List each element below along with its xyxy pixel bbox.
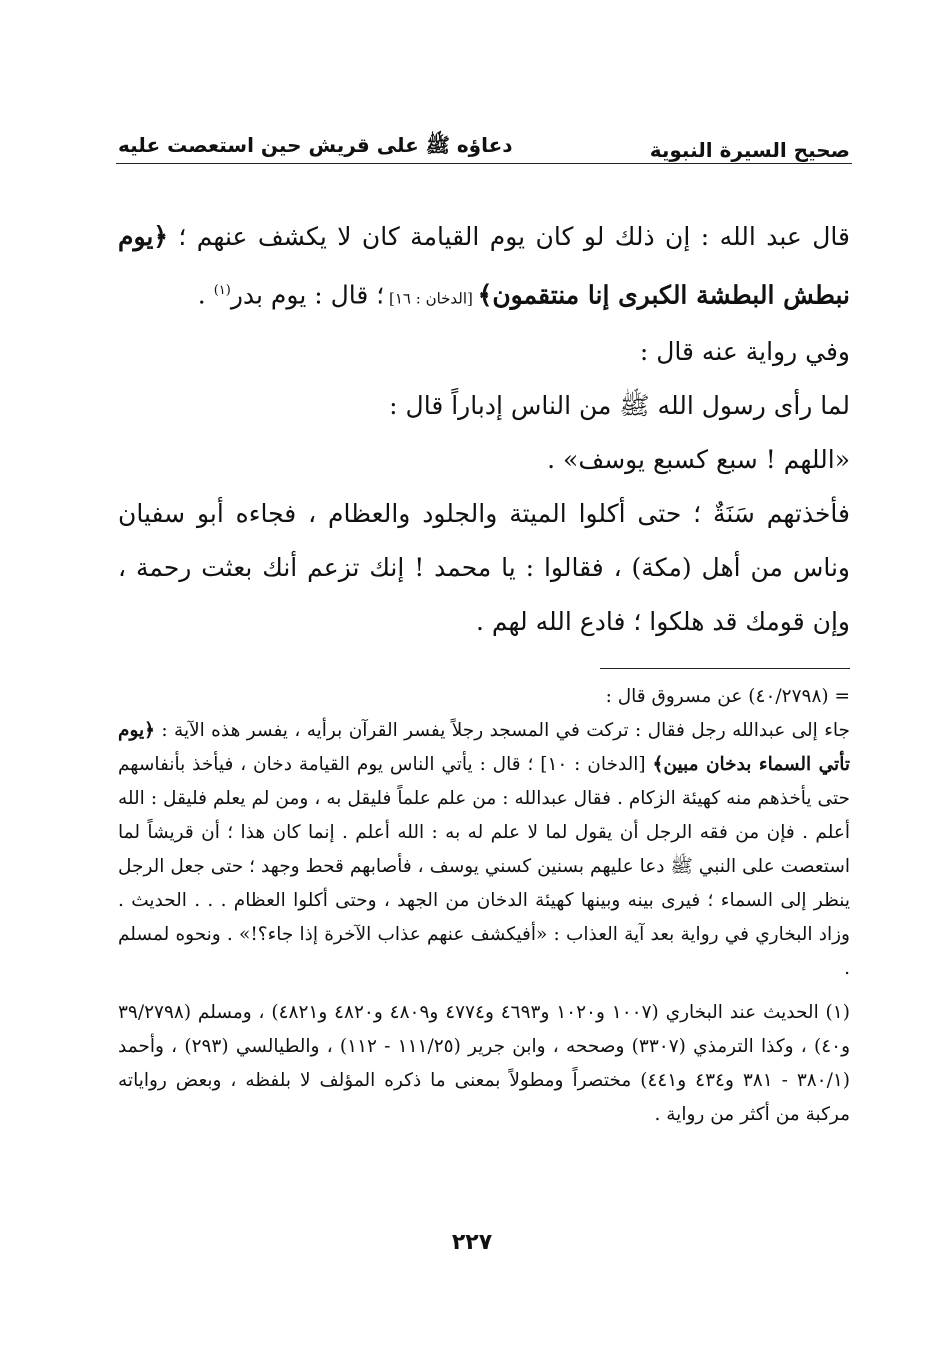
page-number: ٢٢٧ (451, 1230, 493, 1255)
narration-line: وفي رواية عنه قال : (639, 337, 850, 367)
footnote-marker[interactable]: (١) (213, 283, 231, 298)
text-run: . (197, 280, 214, 310)
prophet-line: لما رأى رسول الله ﷺ من الناس إدباراً قال : (389, 391, 850, 421)
main-text (118, 210, 850, 649)
text-run: [الدخان : ١٠] ؛ قال : يأتي الناس يوم القيامة دخان ، فيأخذ بأنفاسهم حتى يأخذهم منه كهيئة الزكام . فقال عبدالله : من علم علماً فليقل به ، ومن لم يعلم فليقل : الله أعلم . فإن من فقه الرجل أن يقول لما لا علم له به : الله أعلم . إنما كان هذا ؛ أن قريشاً لما استعصت على النبي ﷺ دعا عليهم بسنين كسني يوسف ، فأصابهم قحط وجهد ؛ حتى جعل الرجل ينظر إلى السماء ؛ فيرى بينه وبينها كهيئة الدخان من الجهد ، وحتى أكلوا العظام . . . الحديث . وزاد البخاري في رواية بعد آية العذاب : «أفيكشف عنهم عذاب الآخرة إذا جاء؟!» . ونحوه لمسلم . (118, 754, 850, 979)
text-run: قال عبد الله : إن ذلك لو كان يوم القيامة كان لا يكشف عنهم ؛ (168, 222, 850, 251)
footnote-divider (600, 668, 850, 669)
paragraph-5: فأخذتهم سَنَةٌ ؛ حتى أكلوا الميتة والجلود والعظام ، فجاءه أبو سفيان وناس من أهل (مكة) ، فقالوا : يا محمد ! إنك تزعم أنك بعثت رحمة ، وإن قومك قد هلكوا ؛ فادع الله لهم . (118, 499, 850, 637)
text-run: ؛ قال : يوم بدر (230, 280, 385, 310)
chapter-title: دعاؤه ﷺ على قريش حين استعصت عليه (118, 133, 513, 157)
paragraph-1 (118, 210, 850, 325)
spacer (118, 986, 850, 996)
footnotes (118, 680, 850, 1132)
dua-quote: «اللهم ! سبع كسبع يوسف» . (547, 445, 850, 475)
running-header (118, 126, 850, 162)
verse-reference: [الدخان : ١٦] (384, 289, 478, 308)
text-run: جاء إلى عبدالله رجل فقال : تركت في المسجد رجلاً يفسر القرآن برأيه ، يفسر هذه الآية : (155, 720, 850, 741)
footnote-hadith-text (118, 714, 850, 986)
footnote-1: (١) الحديث عند البخاري (١٠٠٧ و١٠٢٠ و٤٦٩٣ و٤٧٧٤ و٤٨٠٩ و٤٨٢٠ و٤٨٢١) ، ومسلم (٣٩/٢٧٩٨ و٤٠) ، وكذا الترمذي (٣٣٠٧) وصححه ، وابن جرير (١١١/٢٥ - ١١٢) ، والطيالسي (٢٩٣) ، وأحمد (٣٨٠/١ - ٣٨١ و٤٣٤ و٤٤١) مختصراً ومطولاً بمعنى ما ذكره المؤلف لا بلفظه ، وبعض رواياته مركبة من أكثر من رواية . (118, 1002, 851, 1125)
header-divider (116, 163, 852, 164)
quran-verse: ﴿يوم نبطش البطشة الكبرى إنا منتقمون﴾ (118, 222, 850, 310)
quran-verse: ﴿يوم تأتي السماء بدخان مبين﴾ (118, 720, 850, 775)
book-title: صحيح السيرة النبوية (649, 138, 850, 162)
footnote-continuation: = (٤٠/٢٧٩٨) عن مسروق قال : (605, 686, 850, 707)
